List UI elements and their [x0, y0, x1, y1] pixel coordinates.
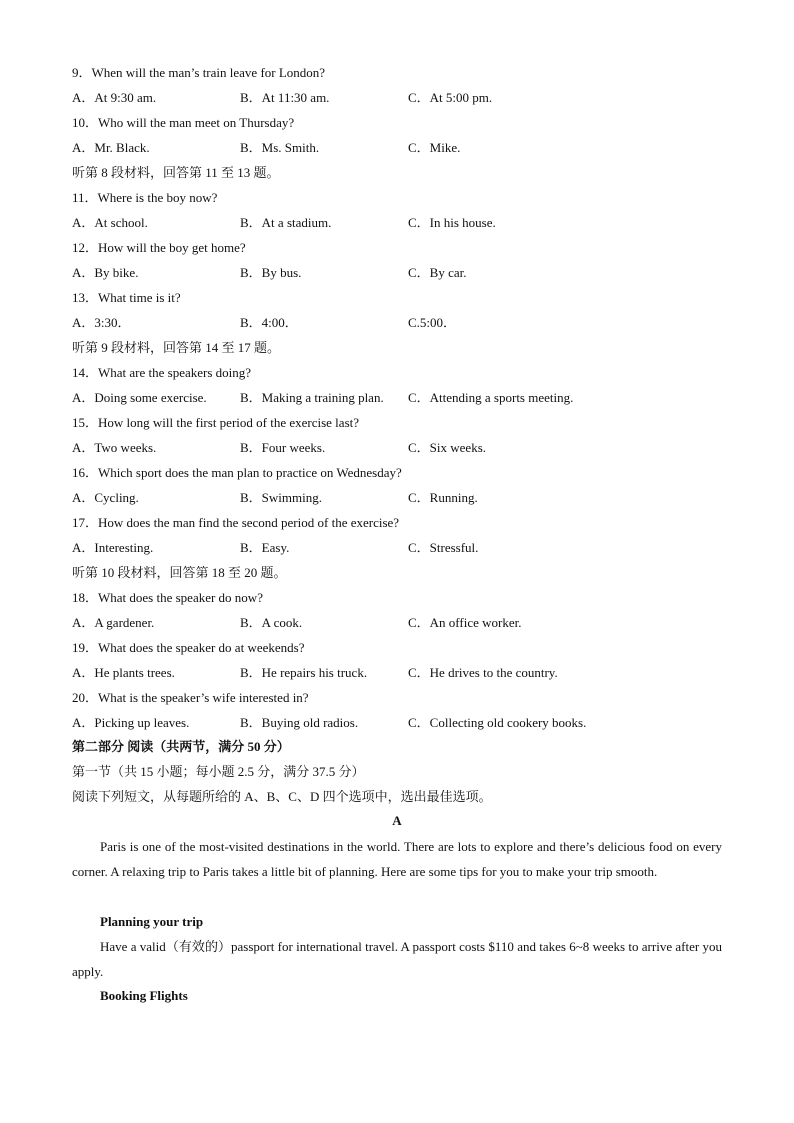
question-line: 11．Where is the boy now? [72, 190, 218, 205]
reading-instructions: 阅读下列短文，从每题所给的 A、B、C、D 四个选项中，选出最佳选项。 [72, 789, 492, 804]
option-a: A．By bike. [72, 265, 139, 280]
question-line: 14．What are the speakers doing? [72, 365, 252, 380]
paragraph-passport: Have a valid（有效的）passport for international travel. A passport costs $110 and takes 6~8 weeks to arrive after you apply. [72, 939, 722, 979]
question-line: 20．What is the speaker’s wife interested in? [72, 690, 309, 705]
option-a: A．Doing some exercise. [72, 390, 207, 405]
option-c: C．Attending a sports meeting. [408, 390, 574, 405]
question-line: 13．What time is it? [72, 290, 181, 305]
question-line: 9．When will the man’s train leave for London? [72, 65, 326, 80]
part2-heading: 第二部分 阅读（共两节，满分 50 分） [72, 739, 290, 754]
question-line: 16．Which sport does the man plan to practice on Wednesday? [72, 465, 402, 480]
option-c: C．At 5:00 pm. [408, 90, 493, 105]
question-line: 10．Who will the man meet on Thursday? [72, 115, 295, 130]
subheading-flights: Booking Flights [100, 988, 188, 1003]
option-b: B．Swimming. [240, 490, 322, 505]
question-line: 听第 8 段材料，回答第 11 至 13 题。 [72, 165, 280, 180]
option-c: C．Collecting old cookery books. [408, 715, 587, 730]
option-c: C．An office worker. [408, 615, 522, 630]
option-b: B．At 11:30 am. [240, 90, 330, 105]
option-b: B．He repairs his truck. [240, 665, 368, 680]
question-line: 12．How will the boy get home? [72, 240, 246, 255]
paragraph-intro: Paris is one of the most-visited destinations in the world. There are lots to explore and there’s delicious food on every corner. A relaxing trip to Paris takes a little bit of planning. Here are some tips for you to make your trip smooth. [72, 839, 722, 879]
question-line: 听第 9 段材料，回答第 14 至 17 题。 [72, 340, 281, 355]
option-c: C．Mike. [408, 140, 461, 155]
option-a: A．Two weeks. [72, 440, 157, 455]
section1-note: 第一节（共 15 小题；每小题 2.5 分，满分 37.5 分） [72, 764, 365, 779]
passage-label: A [392, 813, 402, 828]
question-line: 听第 10 段材料，回答第 18 至 20 题。 [72, 565, 287, 580]
option-b: B．A cook. [240, 615, 303, 630]
option-c: C．Running. [408, 490, 478, 505]
option-b: B．Four weeks. [240, 440, 326, 455]
option-b: B．Easy. [240, 540, 290, 555]
option-b: B．By bus. [240, 265, 302, 280]
option-a: A．Picking up leaves. [72, 715, 190, 730]
option-a: A．At school. [72, 215, 148, 230]
option-b: B．Ms. Smith. [240, 140, 320, 155]
option-c: C．In his house. [408, 215, 496, 230]
option-a: A．A gardener. [72, 615, 155, 630]
option-c: C．By car. [408, 265, 467, 280]
question-line: 15．How long will the first period of the exercise last? [72, 415, 360, 430]
option-a: A．Cycling. [72, 490, 139, 505]
question-line: 17．How does the man find the second period of the exercise? [72, 515, 400, 530]
option-b: B．Making a training plan. [240, 390, 384, 405]
question-line: 18．What does the speaker do now? [72, 590, 263, 605]
option-c: C．Six weeks. [408, 440, 487, 455]
option-b: B．At a stadium. [240, 215, 332, 230]
option-b: B．Buying old radios. [240, 715, 359, 730]
option-a: A．He plants trees. [72, 665, 175, 680]
question-line: 19．What does the speaker do at weekends? [72, 640, 305, 655]
option-c: C．He drives to the country. [408, 665, 558, 680]
option-a: A．At 9:30 am. [72, 90, 157, 105]
subheading-planning: Planning your trip [100, 914, 204, 929]
option-a: A．3:30． [72, 315, 131, 330]
option-b: B．4:00． [240, 315, 298, 330]
option-a: A．Mr. Black. [72, 140, 150, 155]
option-c: C．Stressful. [408, 540, 479, 555]
option-a: A．Interesting. [72, 540, 154, 555]
option-c: C.5:00． [408, 315, 457, 330]
